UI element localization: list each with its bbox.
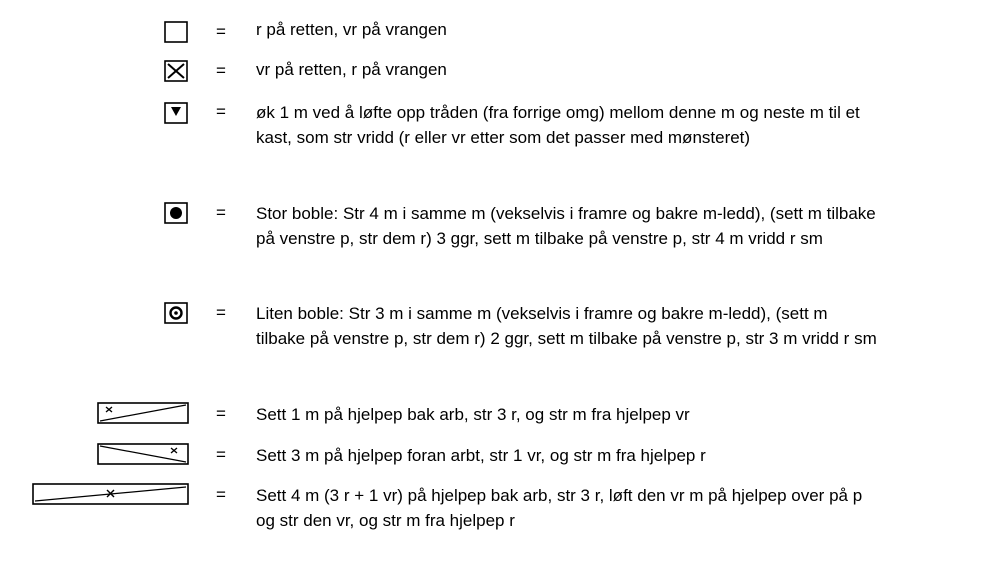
x-square-icon: [164, 60, 188, 82]
description-line: øk 1 m ved å løfte opp tråden (fra forrige omg) mellom denne m og neste m til et: [256, 103, 860, 122]
description-line: Sett 4 m (3 r + 1 vr) på hjelpep bak arb, str 3 r, løft den vr m på hjelpep over på p: [256, 486, 863, 505]
ring-dot-square-icon: [164, 302, 188, 324]
legend-description-increase: [256, 101, 966, 150]
legend-description-cable-left: [256, 403, 966, 428]
description-line: og str den vr, og str m fra hjelpep r: [256, 510, 515, 530]
description-line: Liten boble: Str 3 m i samme m (vekselvis i framre og bakre m-ledd), (sett m: [256, 304, 828, 323]
description-line: Sett 1 m på hjelpep bak arb, str 3 r, og str m fra hjelpep vr: [256, 405, 690, 424]
equals-sign: =: [216, 303, 226, 322]
empty-square-icon: [164, 21, 188, 43]
description-line: på venstre p, str dem r) 3 ggr, sett m tilbake på venstre p, str 4 m vridd r sm: [256, 228, 823, 248]
legend-description-plain: [256, 18, 966, 43]
legend-description-big-bobble: [256, 202, 966, 251]
equals-sign: =: [216, 102, 226, 121]
description-line: kast, som str vridd (r eller vr etter som det passer med mønsteret): [256, 127, 751, 147]
equals-sign: =: [216, 485, 226, 504]
description-line: r på retten, vr på vrangen: [256, 20, 447, 39]
cable-4-stitch-icon: [32, 483, 189, 505]
legend-description-cable-right: [256, 444, 966, 469]
cable-3-stitch-left-icon: [97, 402, 189, 424]
triangle-down-square-icon: [164, 102, 188, 124]
description-line: tilbake på venstre p, str dem r) 2 ggr, sett m tilbake på venstre p, str 3 m vridd r sm: [256, 328, 877, 348]
equals-sign: =: [216, 445, 226, 464]
equals-sign: =: [216, 404, 226, 423]
description-line: Sett 3 m på hjelpep foran arbt, str 1 vr, og str m fra hjelpep r: [256, 446, 706, 465]
equals-sign: =: [216, 203, 226, 222]
cable-3-stitch-right-icon: [97, 443, 189, 465]
equals-sign: =: [216, 22, 226, 41]
filled-dot-square-icon: [164, 202, 188, 224]
legend-description-small-bobble: [256, 302, 966, 351]
legend-description-reverse: [256, 58, 966, 83]
description-line: vr på retten, r på vrangen: [256, 60, 447, 79]
description-line: Stor boble: Str 4 m i samme m (vekselvis i framre og bakre m-ledd), (sett m tilbake: [256, 204, 876, 223]
equals-sign: =: [216, 61, 226, 80]
legend-description-cable-wide: [256, 484, 966, 533]
